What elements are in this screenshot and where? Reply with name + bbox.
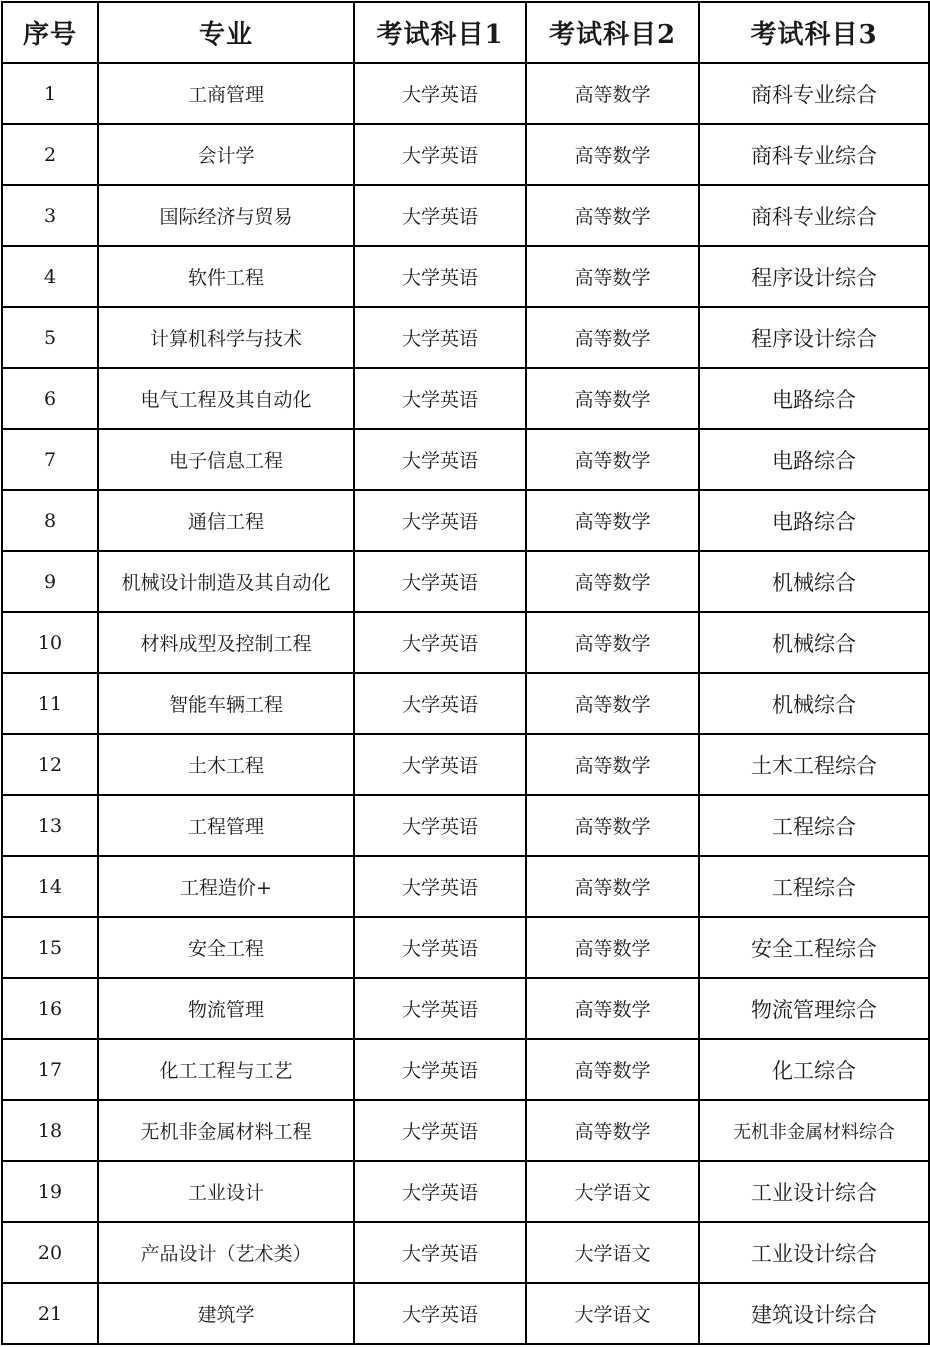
cell-subject-2: 高等数学	[526, 673, 699, 734]
table-row	[2, 1283, 929, 1344]
cell-subject-1: 大学英语	[354, 795, 526, 856]
table-row	[2, 612, 929, 673]
table-row	[2, 673, 929, 734]
cell-subject-1: 大学英语	[354, 490, 526, 551]
cell-subject-1: 大学英语	[354, 63, 526, 124]
cell-index: 4	[2, 246, 98, 307]
cell-subject-3: 电路综合	[699, 429, 929, 490]
cell-subject-1: 大学英语	[354, 1039, 526, 1100]
cell-subject-1: 大学英语	[354, 246, 526, 307]
cell-major: 工商管理	[98, 63, 354, 124]
cell-index: 19	[2, 1161, 98, 1222]
cell-subject-2: 高等数学	[526, 978, 699, 1039]
cell-subject-1: 大学英语	[354, 124, 526, 185]
cell-major: 会计学	[98, 124, 354, 185]
cell-major: 化工工程与工艺	[98, 1039, 354, 1100]
cell-index: 9	[2, 551, 98, 612]
cell-subject-2: 大学语文	[526, 1283, 699, 1344]
cell-major: 电气工程及其自动化	[98, 368, 354, 429]
cell-index: 11	[2, 673, 98, 734]
cell-subject-2: 高等数学	[526, 1039, 699, 1100]
cell-major: 建筑学	[98, 1283, 354, 1344]
cell-subject-3: 商科专业综合	[699, 185, 929, 246]
cell-subject-2: 高等数学	[526, 185, 699, 246]
cell-subject-3: 工程综合	[699, 856, 929, 917]
table-row	[2, 795, 929, 856]
header-major: 专业	[98, 2, 354, 63]
cell-subject-2: 高等数学	[526, 551, 699, 612]
cell-major: 通信工程	[98, 490, 354, 551]
cell-index: 17	[2, 1039, 98, 1100]
table-body	[2, 63, 929, 1344]
cell-index: 1	[2, 63, 98, 124]
table-row	[2, 856, 929, 917]
cell-index: 21	[2, 1283, 98, 1344]
cell-major: 材料成型及控制工程	[98, 612, 354, 673]
cell-subject-1: 大学英语	[354, 673, 526, 734]
cell-index: 2	[2, 124, 98, 185]
cell-subject-3: 土木工程综合	[699, 734, 929, 795]
table-row	[2, 368, 929, 429]
table-row	[2, 1161, 929, 1222]
cell-major: 工程造价+	[98, 856, 354, 917]
cell-major: 安全工程	[98, 917, 354, 978]
cell-subject-1: 大学英语	[354, 917, 526, 978]
table-row	[2, 734, 929, 795]
cell-subject-2: 高等数学	[526, 490, 699, 551]
table-row	[2, 1100, 929, 1161]
cell-index: 6	[2, 368, 98, 429]
cell-major: 工业设计	[98, 1161, 354, 1222]
cell-subject-3: 程序设计综合	[699, 246, 929, 307]
cell-major: 软件工程	[98, 246, 354, 307]
cell-subject-2: 大学语文	[526, 1222, 699, 1283]
cell-index: 13	[2, 795, 98, 856]
cell-major: 无机非金属材料工程	[98, 1100, 354, 1161]
cell-index: 14	[2, 856, 98, 917]
cell-index: 12	[2, 734, 98, 795]
cell-index: 20	[2, 1222, 98, 1283]
header-subject-2: 考试科目2	[526, 2, 699, 63]
cell-subject-3: 工程综合	[699, 795, 929, 856]
table-row	[2, 1039, 929, 1100]
cell-subject-2: 高等数学	[526, 124, 699, 185]
cell-subject-3: 机械综合	[699, 673, 929, 734]
cell-major: 计算机科学与技术	[98, 307, 354, 368]
header-subject-3: 考试科目3	[699, 2, 929, 63]
table-row	[2, 490, 929, 551]
cell-subject-1: 大学英语	[354, 978, 526, 1039]
cell-index: 18	[2, 1100, 98, 1161]
cell-subject-2: 高等数学	[526, 63, 699, 124]
cell-subject-3: 物流管理综合	[699, 978, 929, 1039]
cell-subject-3: 机械综合	[699, 612, 929, 673]
cell-subject-3: 工业设计综合	[699, 1161, 929, 1222]
table-row	[2, 185, 929, 246]
cell-subject-1: 大学英语	[354, 1222, 526, 1283]
cell-major: 产品设计（艺术类）	[98, 1222, 354, 1283]
cell-subject-2: 高等数学	[526, 368, 699, 429]
cell-subject-2: 高等数学	[526, 429, 699, 490]
cell-subject-3: 电路综合	[699, 368, 929, 429]
cell-subject-3: 程序设计综合	[699, 307, 929, 368]
cell-subject-2: 高等数学	[526, 1100, 699, 1161]
cell-subject-1: 大学英语	[354, 429, 526, 490]
cell-major: 智能车辆工程	[98, 673, 354, 734]
table-row	[2, 1222, 929, 1283]
cell-subject-3: 安全工程综合	[699, 917, 929, 978]
table-row	[2, 124, 929, 185]
cell-subject-3: 无机非金属材料综合	[699, 1100, 929, 1161]
cell-subject-2: 高等数学	[526, 307, 699, 368]
cell-subject-2: 高等数学	[526, 917, 699, 978]
table-row	[2, 307, 929, 368]
cell-major: 物流管理	[98, 978, 354, 1039]
table-row	[2, 429, 929, 490]
cell-subject-1: 大学英语	[354, 307, 526, 368]
cell-subject-2: 高等数学	[526, 734, 699, 795]
cell-subject-3: 机械综合	[699, 551, 929, 612]
cell-index: 15	[2, 917, 98, 978]
table-row	[2, 246, 929, 307]
cell-subject-3: 建筑设计综合	[699, 1283, 929, 1344]
cell-subject-1: 大学英语	[354, 734, 526, 795]
exam-subjects-table	[1, 1, 930, 1345]
cell-subject-1: 大学英语	[354, 1283, 526, 1344]
cell-major: 国际经济与贸易	[98, 185, 354, 246]
cell-subject-2: 高等数学	[526, 612, 699, 673]
cell-subject-2: 高等数学	[526, 795, 699, 856]
cell-subject-1: 大学英语	[354, 368, 526, 429]
cell-index: 16	[2, 978, 98, 1039]
cell-subject-3: 商科专业综合	[699, 63, 929, 124]
cell-subject-2: 高等数学	[526, 246, 699, 307]
header-index: 序号	[2, 2, 98, 63]
table-header	[2, 2, 929, 63]
cell-index: 10	[2, 612, 98, 673]
cell-subject-1: 大学英语	[354, 185, 526, 246]
cell-subject-1: 大学英语	[354, 551, 526, 612]
cell-subject-2: 高等数学	[526, 856, 699, 917]
table-row	[2, 978, 929, 1039]
header-subject-1: 考试科目1	[354, 2, 526, 63]
cell-subject-3: 电路综合	[699, 490, 929, 551]
cell-major: 电子信息工程	[98, 429, 354, 490]
cell-index: 8	[2, 490, 98, 551]
cell-major: 土木工程	[98, 734, 354, 795]
cell-subject-1: 大学英语	[354, 856, 526, 917]
cell-subject-3: 化工综合	[699, 1039, 929, 1100]
cell-subject-2: 大学语文	[526, 1161, 699, 1222]
table-row	[2, 551, 929, 612]
cell-subject-1: 大学英语	[354, 612, 526, 673]
cell-subject-1: 大学英语	[354, 1100, 526, 1161]
cell-major: 机械设计制造及其自动化	[98, 551, 354, 612]
table-row	[2, 63, 929, 124]
cell-subject-3: 工业设计综合	[699, 1222, 929, 1283]
cell-index: 5	[2, 307, 98, 368]
cell-index: 7	[2, 429, 98, 490]
cell-subject-3: 商科专业综合	[699, 124, 929, 185]
cell-subject-1: 大学英语	[354, 1161, 526, 1222]
table-row	[2, 917, 929, 978]
cell-index: 3	[2, 185, 98, 246]
header-row	[2, 2, 929, 63]
cell-major: 工程管理	[98, 795, 354, 856]
